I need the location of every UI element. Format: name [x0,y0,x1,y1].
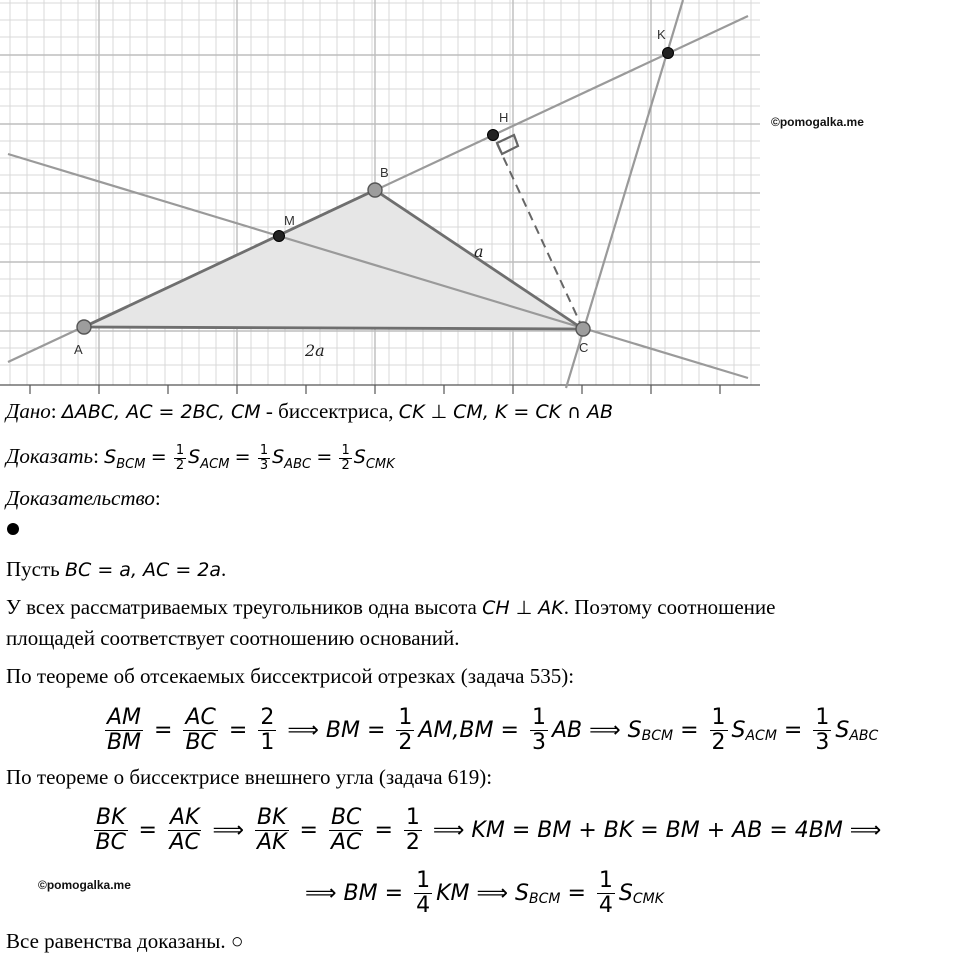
right-angle-marker [497,135,518,154]
label-k: K [657,27,666,42]
f1-ab: AB [551,717,583,743]
proof-height-line-2: площадей соответствует соотношению оснований. [6,626,460,650]
height-text: У всех рассматриваемых треугольников одна высота [6,595,483,619]
f1-fraction-third-2: $\frac{1}{3}$ [815,705,830,755]
given-line [6,398,613,425]
label-a: A [74,342,83,357]
f3-s-2: S [618,880,633,906]
label-c: C [579,340,589,355]
theorem-2-line: По теореме о биссектрисе внешнего угла (задача 619): [6,765,493,789]
prove-s-4: S [353,446,366,468]
let-text: Пусть [6,557,65,581]
f1-eq-5: = [680,717,699,743]
theorem-1-line: По теореме об отсекаемых биссектрисой отрезках (задача 535): [6,664,575,688]
prove-eq-1: = [150,446,167,468]
point-h [488,130,499,141]
f1-eq-3: = [366,717,386,743]
given-word: - биссектриса, [265,399,394,423]
conclusion-line: Все равенства доказаны. ○ [6,929,244,953]
f1-am: AM, [418,717,460,743]
f1-implies-2: ⟹ [589,717,621,743]
prove-sub-cmk: CMK [365,457,395,472]
f3-implies-2: ⟹ [476,880,509,906]
geometry-figure [0,0,760,395]
proof-heading [6,485,161,511]
f2-implies-2: ⟹ [432,817,465,843]
f1-bm: BM [325,717,360,743]
watermark-bottom: ©pomogalka.me [38,878,131,892]
label-m: M [284,213,295,228]
label-b: B [380,165,389,180]
prove-s-1: S [104,446,117,468]
proof-colon: : [154,486,161,510]
f1-fraction-third: $\frac{1}{3}$ [531,705,546,755]
f1-eq-4: = [500,717,519,743]
f2-eq-2: = [299,817,318,843]
f3-sub-bcm: BCM [529,891,561,907]
height-end: . Поэтому соотношение [563,595,776,619]
f2-fraction-bk-bc: $\frac{BK}{BC}$ [95,805,126,855]
f2-fraction-ak-ac: $\frac{AK}{AC}$ [169,805,200,855]
point-a [77,320,91,334]
label-h: H [499,110,509,125]
watermark-top: ©pomogalka.me [771,115,864,129]
height-math: CH ⊥ AK [482,597,564,619]
prove-fraction-third: $\frac{1}{3}$ [259,443,269,473]
point-c [576,322,590,336]
prove-s-3: S [272,446,285,468]
f1-s-3: S [835,717,850,743]
prove-line [6,436,395,485]
prove-sub-acm: ACM [200,457,230,472]
f1-eq-1: = [154,717,173,743]
point-b [368,183,382,197]
given-label: Дано [6,399,51,423]
prove-sub-abc: ABC [284,457,312,472]
given-statement-1: ΔABC, AC = 2BC, CM [61,401,261,423]
given-statement-2: CK ⊥ CM, K = CK ∩ AB [398,401,614,423]
label-side-bc: a [474,242,484,261]
f1-fraction-2-1: $\frac{2}{1}$ [260,705,275,755]
f3-bm: BM [343,880,378,906]
label-side-ac: 2a [305,341,325,360]
f2-tail: KM = BM + BK = BM + AB = 4BM ⟹ [471,817,882,843]
f2-fraction-half: $\frac{1}{2}$ [405,805,420,855]
f1-sub-abc: ABC [849,728,879,744]
point-m [274,231,285,242]
prove-label: Доказать [6,444,94,468]
f1-eq-6: = [783,717,803,743]
let-math: BC = a, AC = 2a [65,559,222,581]
proof-height-line [6,594,775,621]
prove-fraction-half: $\frac{1}{2}$ [175,443,185,473]
formula-2 [90,795,881,865]
let-end: . [221,557,227,581]
f2-eq-1: = [138,817,157,843]
formula-1 [101,695,878,765]
f3-km: KM [436,880,470,906]
segment-ac [84,327,583,329]
f3-fraction-quarter: $\frac{1}{4}$ [416,868,431,918]
f3-fraction-quarter-2: $\frac{1}{4}$ [598,868,613,918]
proof-let-line [6,556,226,583]
prove-sub-bcm: BCM [116,457,146,472]
point-k [663,48,674,59]
f1-s-1: S [627,717,642,743]
proof-label: Доказательство [6,486,155,510]
f1-fraction-half: $\frac{1}{2}$ [398,705,413,755]
prove-s-2: S [188,446,201,468]
f1-fraction-half-2: $\frac{1}{2}$ [711,705,726,755]
f1-sub-bcm: BCM [641,728,674,744]
f3-sub-cmk: CMK [632,891,664,907]
f2-implies: ⟹ [212,817,244,843]
f1-eq-2: = [228,717,248,743]
f1-implies-1: ⟹ [287,717,319,743]
f1-s-2: S [731,717,746,743]
formula-3 [298,858,664,928]
f3-s-1: S [515,880,529,906]
x-axis [0,385,760,394]
f3-implies-1: ⟹ [305,880,337,906]
prove-eq-2: = [234,446,251,468]
prove-fraction-half-2: $\frac{1}{2}$ [341,443,350,473]
prove-eq-3: = [316,446,333,468]
f2-fraction-bc-ac: $\frac{BC}{AC}$ [330,805,362,855]
prove-colon: : [93,444,99,468]
f3-eq-1: = [384,880,404,906]
f1-sub-acm: ACM [745,728,777,744]
f3-eq-2: = [567,880,586,906]
f2-fraction-bk-ak: $\frac{BK}{AK}$ [257,805,287,855]
bullet-icon [7,523,19,535]
f1-fraction-am-bm: $\frac{AM}{BM}$ [106,705,142,755]
f1-bm-2: BM [459,717,494,743]
f1-fraction-ac-bc: $\frac{AC}{BC}$ [185,705,216,755]
given-colon: : [50,399,57,423]
f2-eq-3: = [374,817,393,843]
